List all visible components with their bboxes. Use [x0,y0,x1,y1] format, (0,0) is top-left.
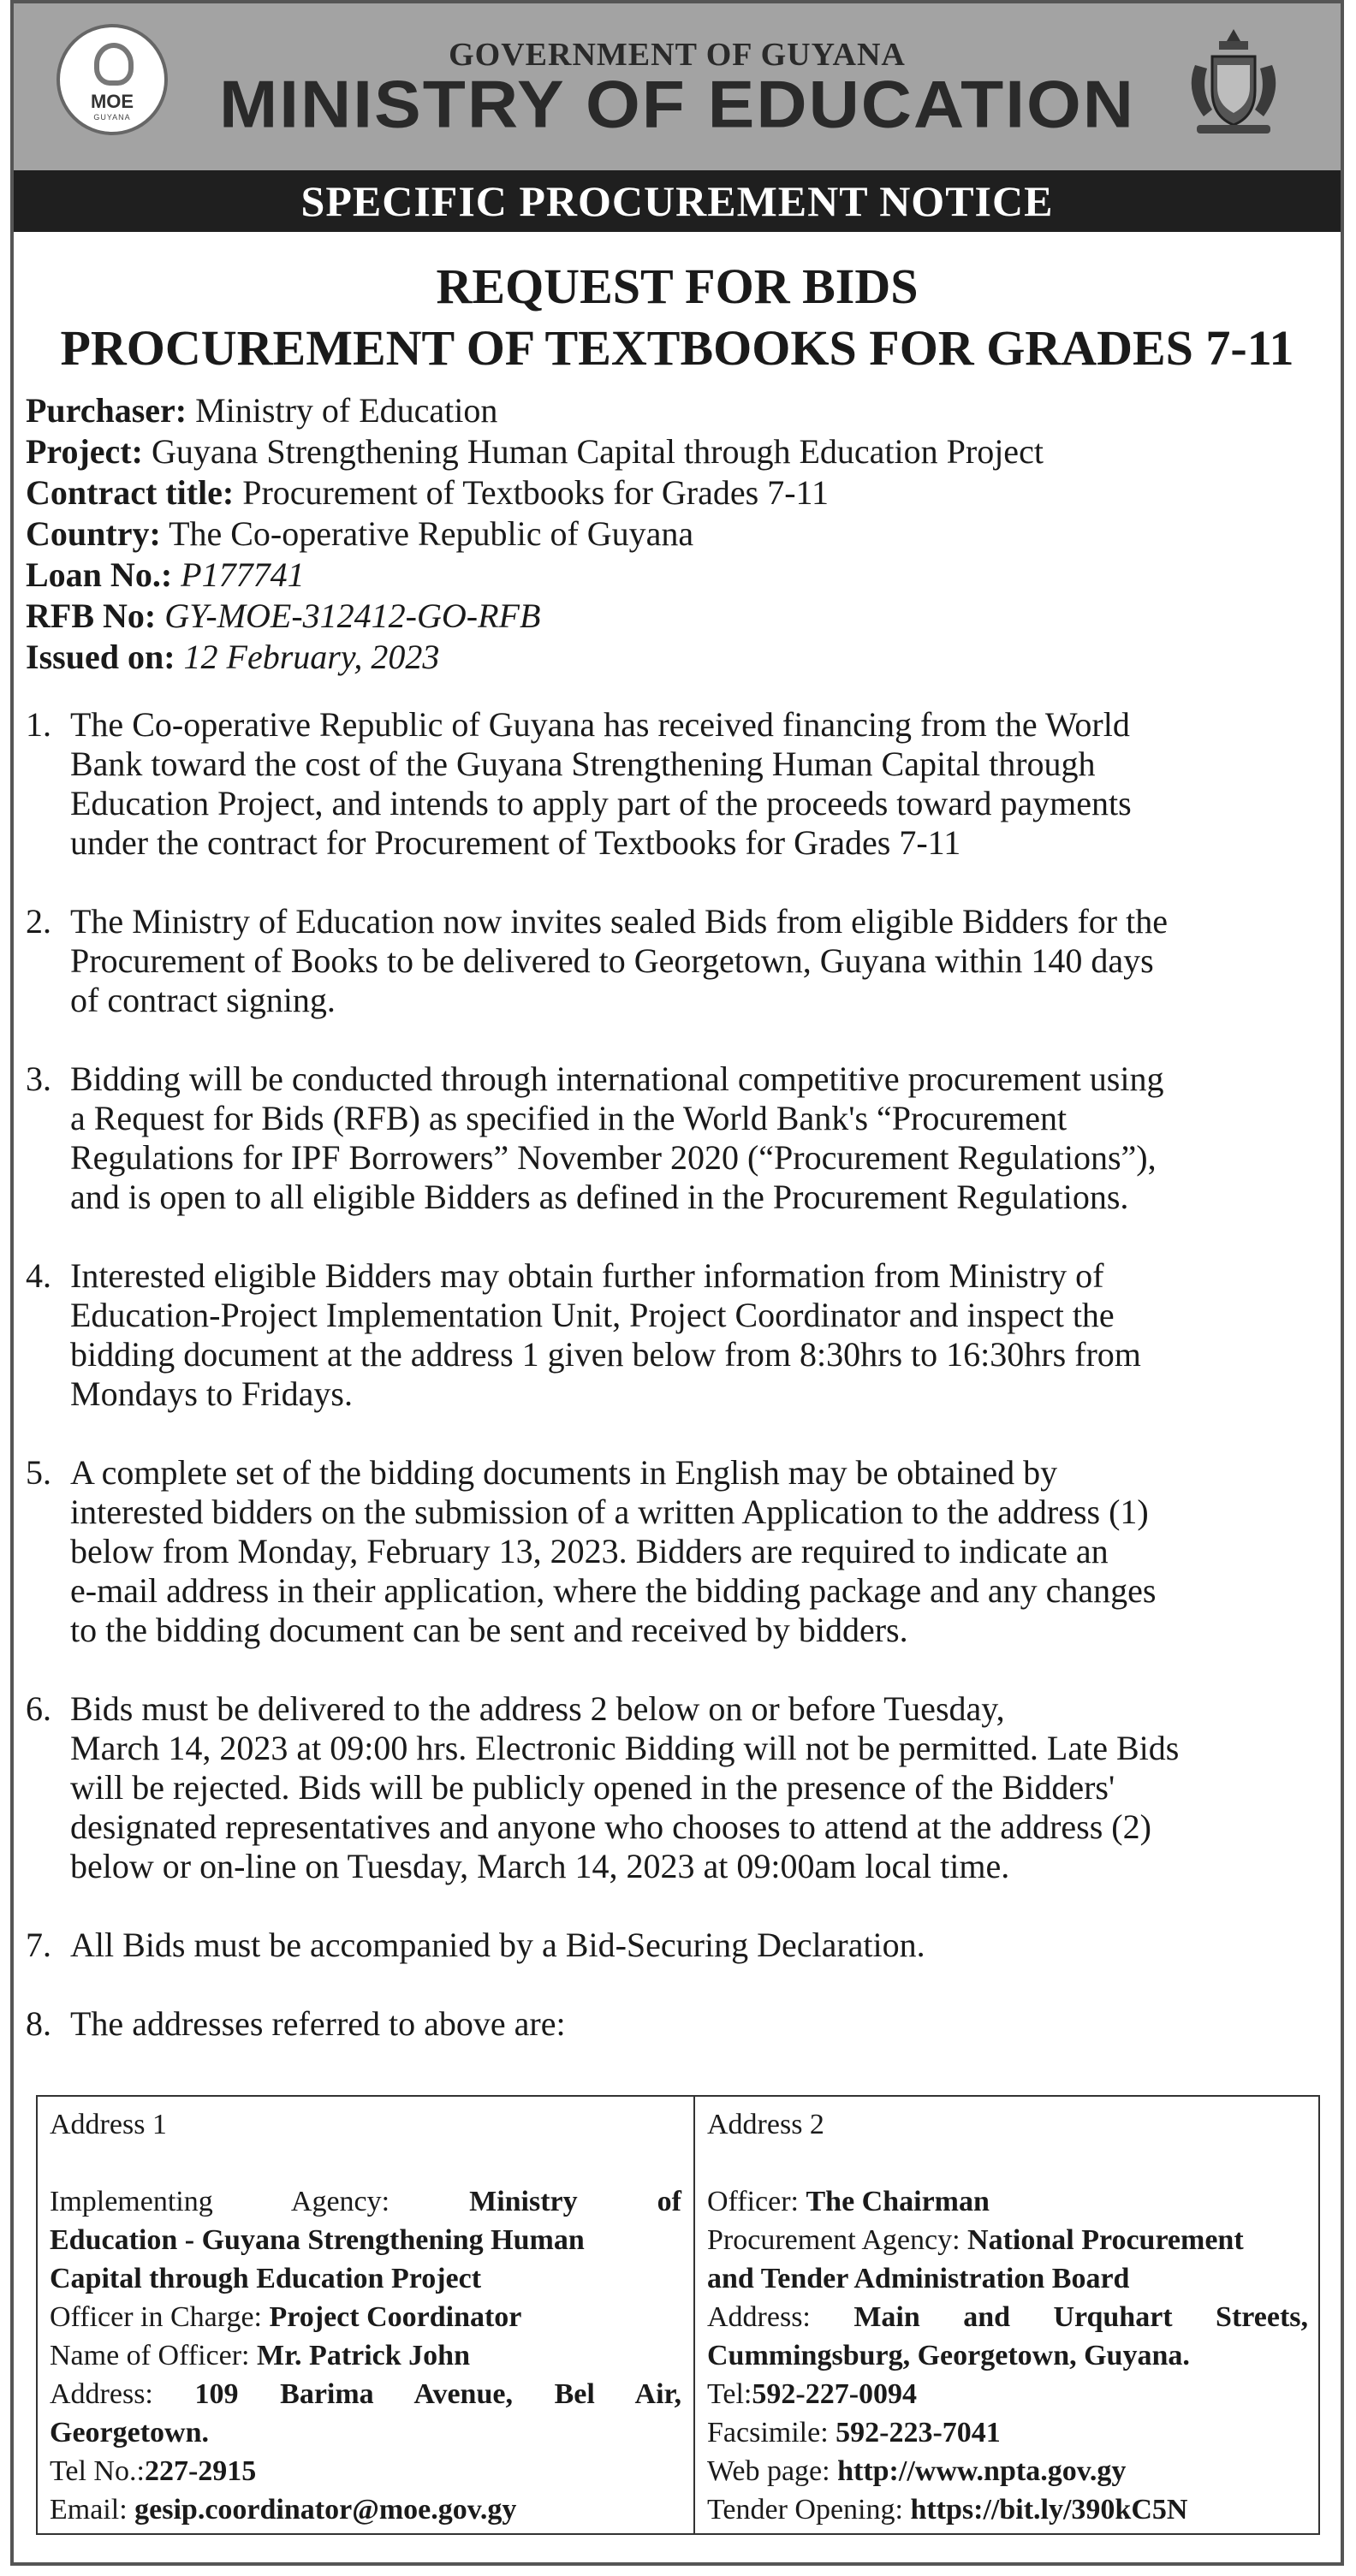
clause-6: 6. Bids must be delivered to the address 2 below on or before Tuesday, March 14, 2023 at 09:00 hrs. Electronic Bidding will not be permitted. Late Bids will be rejected. Bids will be publicly opened in the presence of the Bidders' designated representatives and anyone who chooses to attend at the address (2) below or on-line on Tuesday, March 14, 2023 at 09:00am local time. [26,1689,1180,1885]
address-1-address: Address: 109 Barima Avenue, Bel Air, [50,2378,682,2410]
address-2-tel: Tel:592-227-0094 [707,2378,918,2410]
clause-3: 3. Bidding will be conducted through international competitive procurement using a Request for Bids (RFB) as specified in the World Bank's “Procurement Regulations for IPF Borrowers” November 2020 (“Procurement Regulations”), and is open to all eligible Bidders as defined in the Procurement Regulations. [26,1059,1164,1216]
clause-2: 2. The Ministry of Education now invites sealed Bids from eligible Bidders for the Procurement of Books to be delivered to Georgetown, Guyana within 140 days of contract signing. [26,902,1168,1019]
header [14,3,1341,170]
address-1-cell: Address 1 Implementing Agency: Ministry of Education - Guyana Strengthening Human Capital through Education Project Officer in Charge: Project Coordinator Name of Officer: Mr. Patrick John Address: 109 Barima Avenue, Bel Air, Georgetown. Tel No.:227-2915 Email: gesip.coordinator@moe.gov.gy [38,2097,695,2533]
clauses [26,705,1335,2044]
logo-text: MOE [90,91,134,112]
meta-loan-no: Loan No.: P177741 [26,555,305,594]
address-2-cell: Address 2 Officer: The Chairman Procurement Agency: National Procurement and Tender Administration Board Address: Main and Urquhart Streets, Cummingsburg, Georgetown, Guyana. Tel:592-227-0094 Facsimile: 592-223-7041 Web page: http://www.npta.gov.gy Tender Opening: https://bit.ly/390kC5N [695,2097,1320,2533]
clause-8: 8. The addresses referred to above are: [26,2004,566,2043]
title-line-1: REQUEST FOR BIDS [436,258,919,314]
address-2-web: Web page: http://www.npta.gov.gy [707,2455,1127,2487]
meta-issued-on: Issued on: 12 February, 2023 [26,638,440,676]
web-page-link[interactable]: http://www.npta.gov.gy [837,2455,1127,2487]
meta-rfb-no: RFB No: GY-MOE-312412-GO-RFB [26,597,541,635]
address-1-email: Email: gesip.coordinator@moe.gov.gy [50,2494,517,2526]
ministry-title: MINISTRY OF EDUCATION [218,68,1136,142]
address-1-name: Name of Officer: Mr. Patrick John [50,2340,470,2371]
address-2-agency: Procurement Agency: National Procurement [707,2224,1244,2256]
government-title: GOVERNMENT OF GUYANA [449,37,906,73]
address-2-address: Address: Main and Urquhart Streets, [707,2301,1308,2333]
meta-contract-title: Contract title: Procurement of Textbooks for Grades 7-11 [26,473,830,512]
clause-1: 1. The Co-operative Republic of Guyana has received financing from the World Bank toward the cost of the Guyana Strengthening Human Capital through Education Project, and intends to apply part of the proceeds toward payments under the contract for Procurement of Textbooks for Grades 7-11 [26,705,1132,862]
title-line-2: PROCUREMENT OF TEXTBOOKS FOR GRADES 7-11 [60,320,1294,376]
meta-country: Country: The Co-operative Republic of Guyana [26,514,694,553]
address-2-fax: Facsimile: 592-223-7041 [707,2417,1001,2448]
address-2-officer: Officer: The Chairman [707,2186,990,2217]
clause-7: 7. All Bids must be accompanied by a Bid-Securing Declaration. [26,1926,925,1964]
logo-subtext: GUYANA [93,113,131,122]
address-1-heading: Address 1 [50,2109,167,2140]
meta-project: Project: Guyana Strengthening Human Capital through Education Project [26,432,1044,471]
address-table [36,2095,1320,2535]
notice-page [10,0,1344,2566]
address-1-agency: Implementing Agency: Ministry of [50,2186,681,2217]
address-1-officer: Officer in Charge: Project Coordinator [50,2301,522,2333]
notice-banner: SPECIFIC PROCUREMENT NOTICE [14,170,1341,232]
address-2-heading: Address 2 [707,2109,824,2140]
tender-opening-link[interactable]: https://bit.ly/390kC5N [910,2494,1188,2526]
address-1-tel: Tel No.:227-2915 [50,2455,257,2487]
email-link[interactable]: gesip.coordinator@moe.gov.gy [134,2494,517,2526]
meta-block [26,390,1044,678]
meta-purchaser: Purchaser: Ministry of Education [26,391,498,430]
clause-4: 4. Interested eligible Bidders may obtain further information from Ministry of Education-Project Implementation Unit, Project Coordinator and inspect the bidding document at the address 1 given below from 8:30hrs to 16:30hrs from Mondays to Fridays. [26,1256,1141,1413]
address-2-tender: Tender Opening: https://bit.ly/390kC5N [707,2494,1188,2526]
title-block [14,256,1341,379]
clause-5: 5. A complete set of the bidding documents in English may be obtained by interested bidders on the submission of a written Application to the address (1) below from Monday, February 13, 2023. Bidders are required to indicate an e-mail address in their application, where the bidding package and any changes to the bidding document can be sent and received by bidders. [26,1453,1157,1649]
coat-of-arms-icon [1178,22,1289,142]
